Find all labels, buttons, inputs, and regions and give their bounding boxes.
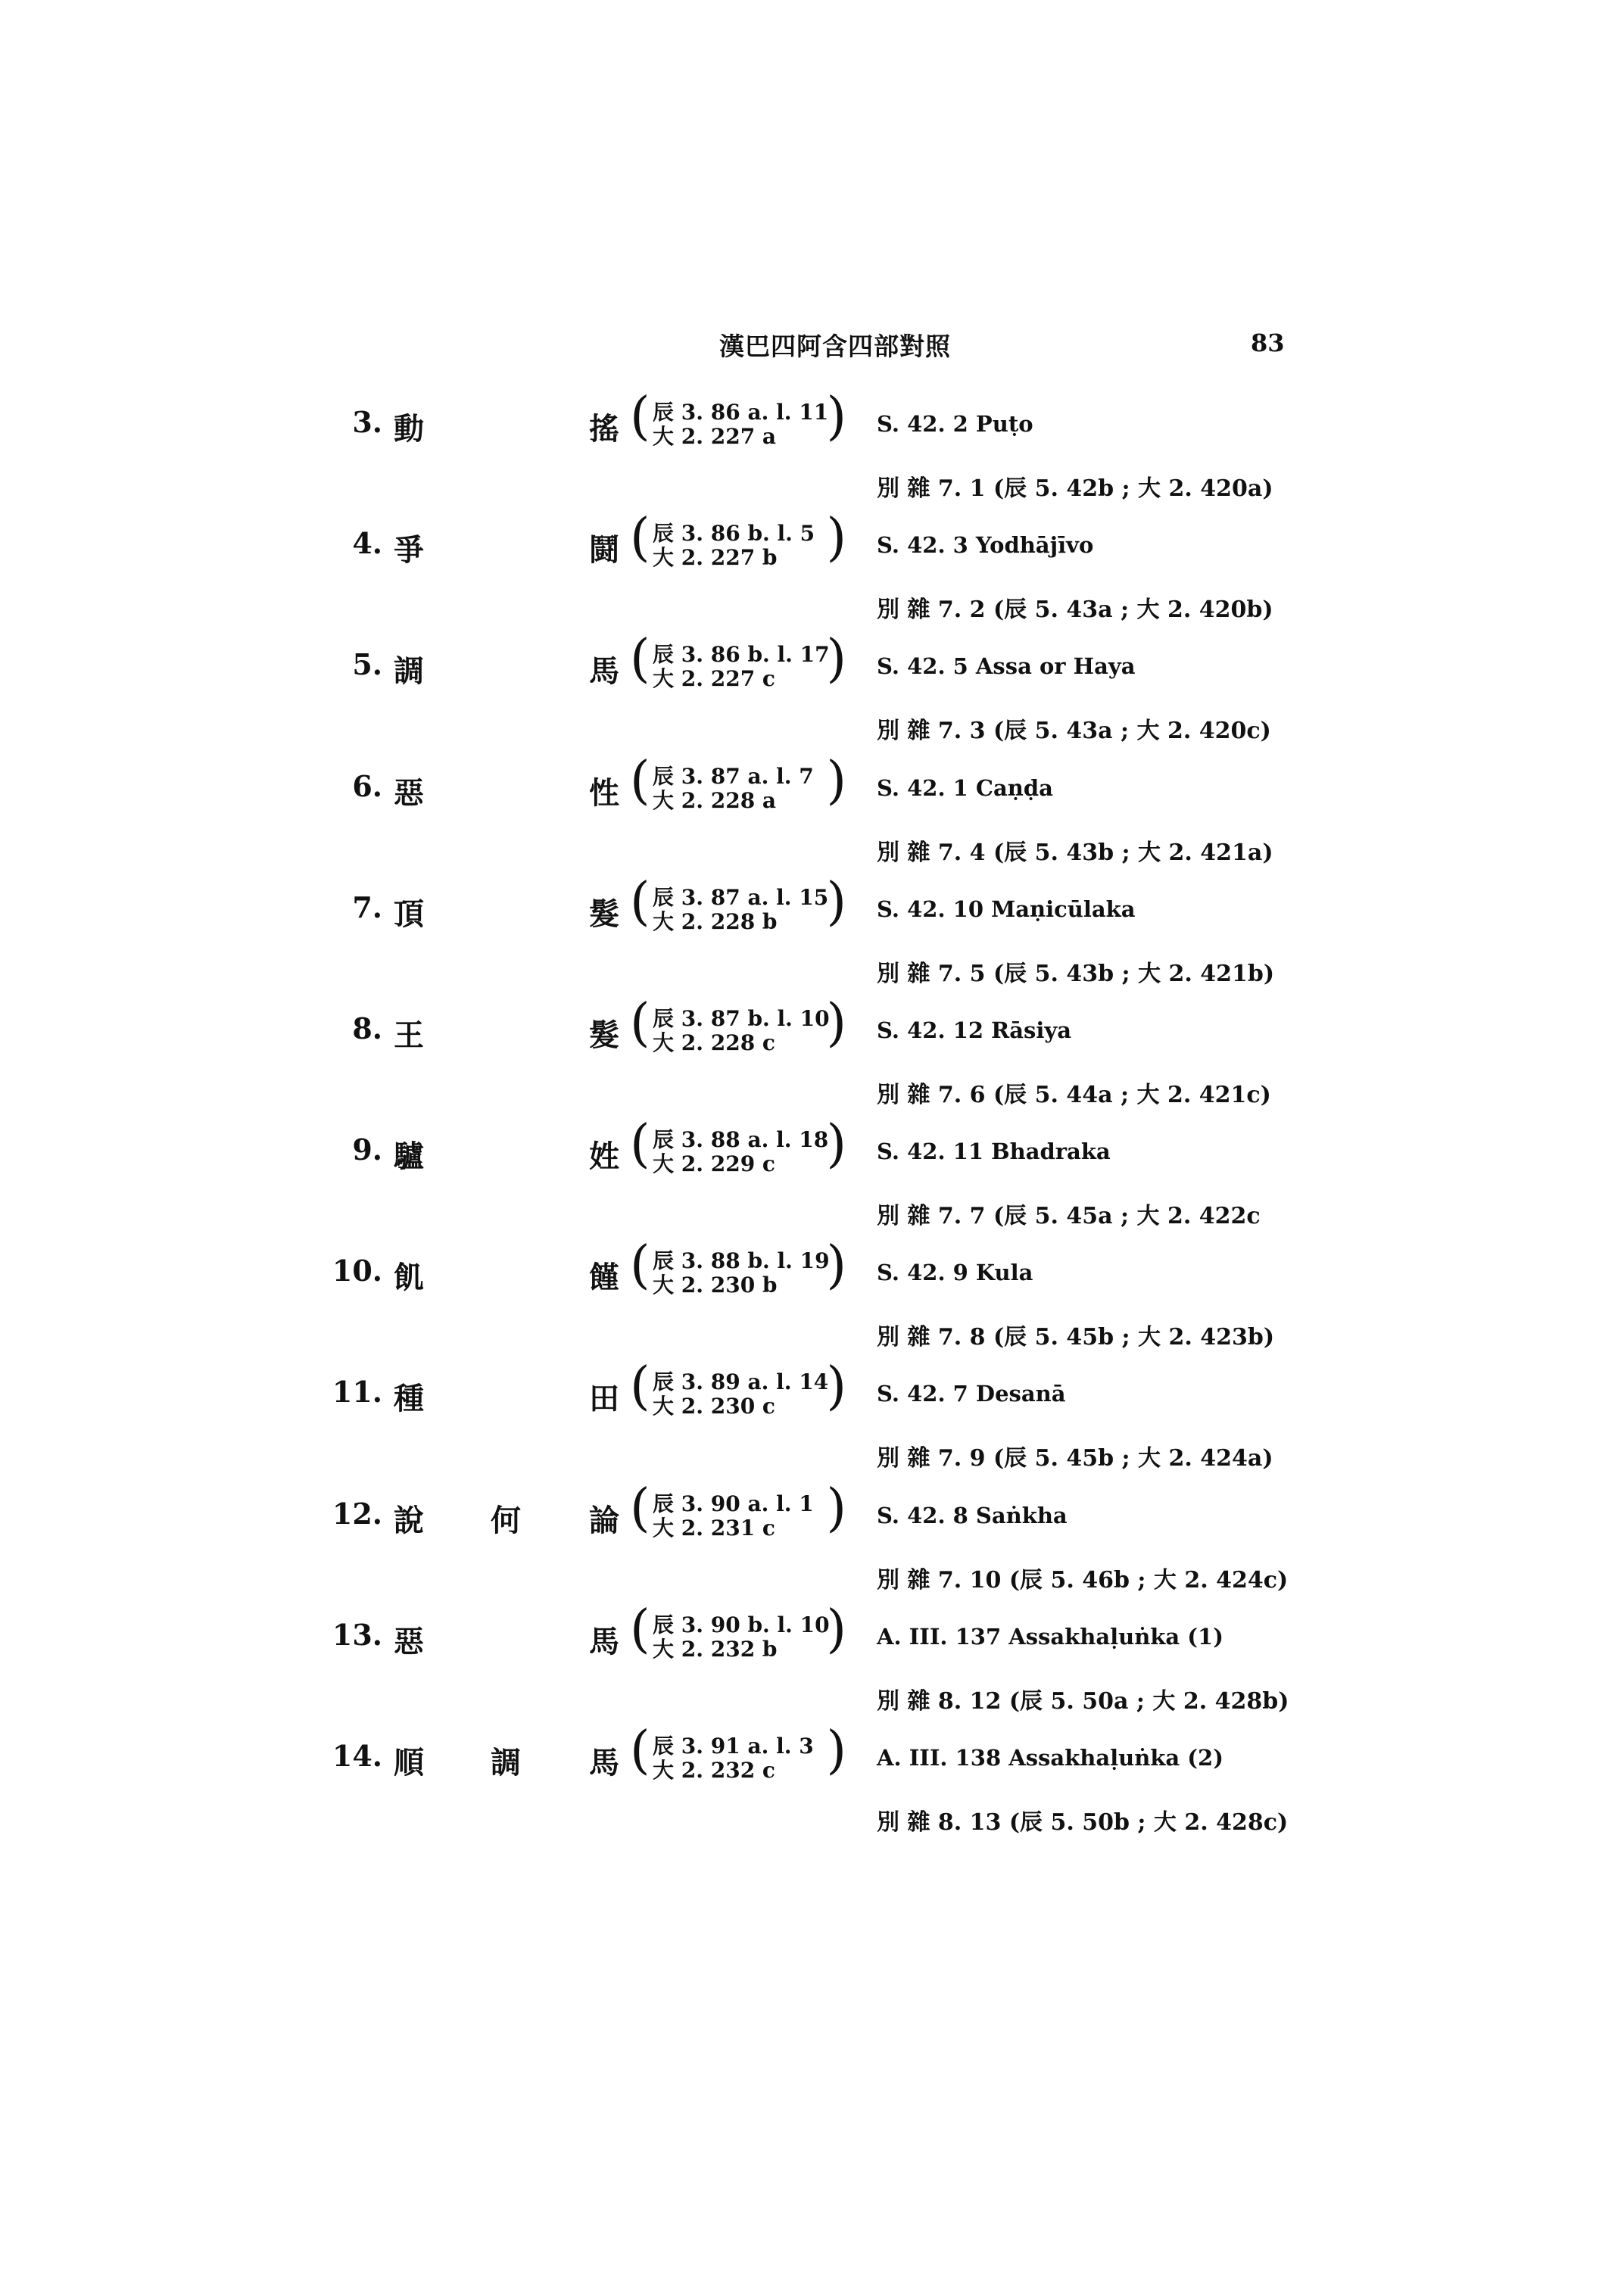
chinese-reference	[627, 751, 846, 813]
chinese-reference	[627, 872, 846, 934]
pali-reference: S. 42. 11 Bhadraka	[877, 1139, 1111, 1164]
title-char-1: 驢	[394, 1139, 424, 1174]
right-brace: )	[826, 387, 846, 447]
title-char-3: 姓	[589, 1139, 619, 1174]
title-char-1: 爭	[394, 533, 424, 568]
left-brace: (	[630, 1114, 650, 1174]
chinese-reference	[627, 1235, 846, 1298]
title-char-3: 搖	[589, 412, 619, 447]
pali-reference: S. 42. 2 Puṭo	[877, 411, 1033, 437]
entry-row	[0, 1478, 1624, 1618]
title-char-3: 馬	[589, 654, 619, 689]
pali-reference: A. III. 138 Assakhaḷuṅka (2)	[877, 1745, 1223, 1771]
entry-row	[0, 993, 1624, 1132]
chinese-reference	[627, 993, 846, 1055]
reference-line-2: 大 2. 230 c	[653, 1394, 775, 1419]
title-char-1: 王	[394, 1018, 424, 1053]
reference-line-2: 大 2. 232 b	[653, 1637, 778, 1662]
left-brace: (	[630, 751, 650, 811]
title-char-1: 順	[394, 1746, 424, 1781]
left-brace: (	[630, 1721, 650, 1781]
reference-line-1: 辰 3. 87 a. l. 7	[653, 764, 814, 789]
entry-row	[0, 1357, 1624, 1496]
title-char-1: 動	[394, 412, 424, 447]
reference-line-1: 辰 3. 87 b. l. 10	[653, 1006, 830, 1031]
chinese-reference	[627, 1478, 846, 1541]
right-brace: )	[826, 1235, 846, 1295]
reference-line-2: 大 2. 229 c	[653, 1151, 775, 1176]
left-brace: (	[630, 1478, 650, 1538]
title-char-1: 惡	[394, 1625, 424, 1659]
left-brace: (	[630, 1235, 650, 1295]
entry-number: 3.	[352, 405, 382, 439]
pali-reference: S. 42. 1 Caṇḍa	[877, 775, 1053, 801]
entry-number: 14.	[332, 1739, 382, 1773]
title-char-3: 髮	[589, 1018, 619, 1053]
entry-number: 8.	[352, 1011, 382, 1045]
chinese-reference	[627, 508, 846, 570]
biezahan-reference: 別 雜 7. 2 (辰 5. 43a ; 大 2. 420b)	[877, 597, 1273, 623]
left-brace: (	[630, 508, 650, 568]
left-brace: (	[630, 993, 650, 1053]
left-brace: (	[630, 1600, 650, 1659]
page-number: 83	[1251, 329, 1285, 357]
biezahan-reference: 別 雜 7. 8 (辰 5. 45b ; 大 2. 423b)	[877, 1324, 1275, 1351]
right-brace: )	[826, 629, 846, 689]
title-char-3: 髮	[589, 897, 619, 932]
pali-reference: S. 42. 12 Rāsiya	[877, 1017, 1071, 1043]
right-brace: )	[826, 508, 846, 568]
entry-number: 12.	[332, 1497, 382, 1531]
reference-line-2: 大 2. 228 b	[653, 909, 778, 934]
left-brace: (	[630, 629, 650, 689]
left-brace: (	[630, 1357, 650, 1416]
reference-line-2: 大 2. 231 c	[653, 1516, 775, 1541]
reference-line-1: 辰 3. 87 a. l. 15	[653, 885, 829, 910]
title-char-3: 馬	[589, 1746, 619, 1781]
title-char-1: 種	[394, 1382, 424, 1416]
reference-line-2: 大 2. 228 a	[653, 788, 777, 813]
reference-line-2: 大 2. 232 c	[653, 1758, 775, 1783]
chinese-reference	[627, 387, 846, 449]
right-brace: )	[826, 1357, 846, 1416]
title-char-1: 調	[394, 654, 424, 689]
pali-reference: S. 42. 10 Maṇicūlaka	[877, 896, 1136, 922]
title-char-1: 惡	[394, 776, 424, 811]
reference-line-1: 辰 3. 88 b. l. 19	[653, 1248, 830, 1273]
title-char-3: 鬪	[589, 533, 619, 568]
entry-number: 5.	[352, 647, 382, 681]
right-brace: )	[826, 751, 846, 811]
biezahan-reference: 別 雜 7. 10 (辰 5. 46b ; 大 2. 424c)	[877, 1567, 1289, 1594]
chinese-reference	[627, 1114, 846, 1176]
right-brace: )	[826, 872, 846, 932]
biezahan-reference: 別 雜 7. 7 (辰 5. 45a ; 大 2. 422c	[877, 1203, 1261, 1229]
right-brace: )	[826, 1114, 846, 1174]
entry-row	[0, 629, 1624, 768]
reference-line-1: 辰 3. 86 a. l. 11	[653, 400, 829, 425]
pali-reference: S. 42. 7 Desanā	[877, 1381, 1066, 1407]
chinese-reference	[627, 1357, 846, 1419]
reference-line-2: 大 2. 230 b	[653, 1273, 778, 1298]
title-char-3: 饉	[589, 1260, 619, 1295]
pali-reference: S. 42. 3 Yodhājīvo	[877, 532, 1094, 558]
biezahan-reference: 別 雜 7. 5 (辰 5. 43b ; 大 2. 421b)	[877, 961, 1275, 987]
right-brace: )	[826, 993, 846, 1053]
entry-row	[0, 751, 1624, 890]
biezahan-reference: 別 雜 8. 12 (辰 5. 50a ; 大 2. 428b)	[877, 1688, 1289, 1715]
reference-line-1: 辰 3. 89 a. l. 14	[653, 1369, 829, 1394]
title-char-1: 說	[394, 1503, 424, 1538]
reference-line-1: 辰 3. 88 a. l. 18	[653, 1127, 829, 1152]
reference-line-1: 辰 3. 90 a. l. 1	[653, 1491, 814, 1516]
entry-row	[0, 1114, 1624, 1254]
chinese-reference	[627, 629, 846, 691]
reference-line-2: 大 2. 227 a	[653, 424, 777, 449]
pali-reference: S. 42. 5 Assa or Haya	[877, 653, 1136, 679]
chinese-reference	[627, 1721, 846, 1783]
reference-line-2: 大 2. 227 b	[653, 545, 778, 570]
left-brace: (	[630, 387, 650, 447]
right-brace: )	[826, 1721, 846, 1781]
entry-number: 4.	[352, 526, 382, 560]
page-header	[0, 327, 1624, 372]
entry-row	[0, 1600, 1624, 1739]
right-brace: )	[826, 1600, 846, 1659]
entry-row	[0, 872, 1624, 1011]
reference-line-2: 大 2. 228 c	[653, 1030, 775, 1055]
right-brace: )	[826, 1478, 846, 1538]
title-char-2: 調	[491, 1746, 521, 1781]
reference-line-1: 辰 3. 91 a. l. 3	[653, 1734, 814, 1759]
reference-line-1: 辰 3. 90 b. l. 10	[653, 1612, 830, 1637]
reference-line-1: 辰 3. 86 b. l. 5	[653, 521, 815, 546]
entry-row	[0, 1721, 1624, 1860]
page-title: 漢巴四阿含四部對照	[719, 332, 951, 361]
reference-line-1: 辰 3. 86 b. l. 17	[653, 642, 830, 667]
biezahan-reference: 別 雜 7. 4 (辰 5. 43b ; 大 2. 421a)	[877, 840, 1273, 866]
pali-reference: S. 42. 9 Kula	[877, 1260, 1033, 1285]
entry-row	[0, 387, 1624, 526]
entry-number: 7.	[352, 890, 382, 924]
entry-number: 13.	[332, 1618, 382, 1652]
title-char-2: 何	[491, 1503, 521, 1538]
biezahan-reference: 別 雜 7. 3 (辰 5. 43a ; 大 2. 420c)	[877, 718, 1271, 744]
left-brace: (	[630, 872, 650, 932]
entry-number: 11.	[332, 1375, 382, 1409]
title-char-3: 性	[589, 776, 619, 811]
biezahan-reference: 別 雜 7. 1 (辰 5. 42b ; 大 2. 420a)	[877, 475, 1273, 502]
entry-row	[0, 1235, 1624, 1375]
entry-number: 10.	[332, 1254, 382, 1288]
biezahan-reference: 別 雜 8. 13 (辰 5. 50b ; 大 2. 428c)	[877, 1809, 1289, 1836]
chinese-reference	[627, 1600, 846, 1662]
entry-row	[0, 508, 1624, 647]
title-char-3: 田	[589, 1382, 619, 1416]
title-char-3: 馬	[589, 1625, 619, 1659]
biezahan-reference: 別 雜 7. 9 (辰 5. 45b ; 大 2. 424a)	[877, 1445, 1273, 1472]
title-char-1: 飢	[394, 1260, 424, 1295]
biezahan-reference: 別 雜 7. 6 (辰 5. 44a ; 大 2. 421c)	[877, 1082, 1271, 1108]
title-char-1: 頂	[394, 897, 424, 932]
entry-number: 9.	[352, 1132, 382, 1167]
pali-reference: A. III. 137 Assakhaḷuṅka (1)	[877, 1624, 1223, 1650]
reference-line-2: 大 2. 227 c	[653, 666, 775, 691]
title-char-3: 論	[589, 1503, 619, 1538]
entry-number: 6.	[352, 769, 382, 803]
pali-reference: S. 42. 8 Saṅkha	[877, 1503, 1068, 1528]
